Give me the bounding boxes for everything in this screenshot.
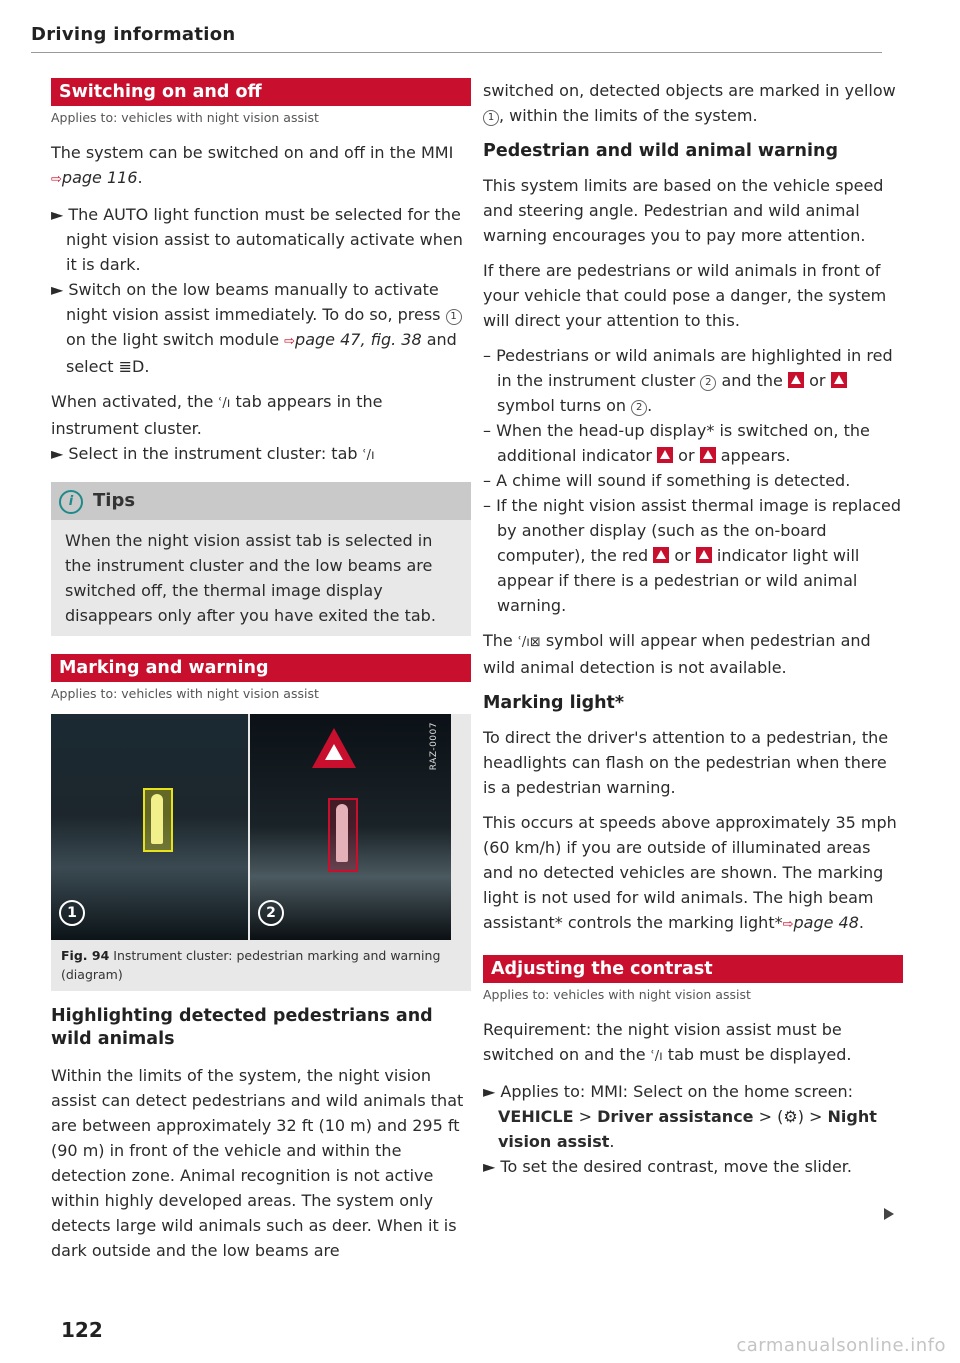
left-column <box>51 78 471 1263</box>
watermark: carmanualsonline.info <box>736 1335 946 1356</box>
pedestrian-icon <box>325 744 343 760</box>
animal-warning-icon <box>700 447 716 463</box>
section-heading-marking: Marking and warning <box>51 654 471 682</box>
night-vision-icon: ʿ/ı <box>218 396 231 411</box>
thermal-image-diagram <box>51 714 471 940</box>
paragraph: The system can be switched on and off in the MMI ⇨page 116. <box>51 143 454 187</box>
header-divider <box>31 52 882 53</box>
callout-number-icon: 2 <box>631 400 647 416</box>
pedestrian-marking-pane <box>51 714 248 940</box>
page-ref-arrow-icon: ⇨ <box>782 917 794 932</box>
callout-2: 2 <box>258 900 284 926</box>
tips-box <box>51 482 471 636</box>
right-column <box>483 78 903 1179</box>
step-triangle-icon: ► <box>51 205 69 224</box>
continue-arrow-icon <box>884 1208 894 1220</box>
figure-caption: Fig. 94 Instrument cluster: pedestrian marking and warning (diagram) <box>61 948 441 982</box>
applies-to-note: Applies to: vehicles with night vision assist <box>51 686 319 701</box>
instruction-step: ► Select in the instrument cluster: tab ʿ/ı <box>51 444 375 463</box>
pedestrian-warning-icon <box>653 547 669 563</box>
subheading: Marking light* <box>483 693 625 713</box>
pedestrian-warning-icon <box>788 372 804 388</box>
menu-path-vehicle: VEHICLE <box>498 1107 574 1126</box>
animal-warning-icon <box>696 547 712 563</box>
info-icon: i <box>59 490 83 514</box>
paragraph: The ʿ/ı⊠ symbol will appear when pedestrian and wild animal detection is not available. <box>483 631 871 677</box>
paragraph: To direct the driver's attention to a pedestrian, the headlights can flash on the pedestrian when there is a pedestrian warning. <box>483 728 889 797</box>
paragraph: Requirement: the night vision assist must be switched on and the ʿ/ı tab must be displayed. <box>483 1020 852 1064</box>
list-item: – If the night vision assist thermal image is replaced by another display (such as the on-board computer), the red or indicator light will appear if there is a pedestrian or wild animal warning. <box>483 496 901 615</box>
settings-gear-icon: (⚙) <box>777 1107 804 1126</box>
pedestrian-warning-pane <box>250 714 451 940</box>
callout-1: 1 <box>59 900 85 926</box>
tips-text: When the night vision assist tab is selected in the instrument cluster and the low beams are switched off, the thermal image display disappears only after you have exited the tab. <box>65 531 436 625</box>
subheading: Pedestrian and wild animal warning <box>483 141 838 161</box>
step-triangle-icon: ► <box>51 444 69 463</box>
step-triangle-icon: ► <box>483 1157 501 1176</box>
tips-header <box>51 482 471 520</box>
list-item: – A chime will sound if something is detected. <box>483 471 851 490</box>
night-vision-icon: ʿ/ı <box>362 448 375 463</box>
paragraph: This system limits are based on the vehicle speed and steering angle. Pedestrian and wild animal warning encourages you to pay more attention. <box>483 176 884 245</box>
callout-number-icon: 1 <box>446 309 462 325</box>
pedestrian-warning-icon <box>657 447 673 463</box>
pedestrian-figure <box>336 804 348 862</box>
night-vision-icon: ʿ/ı <box>650 1049 663 1064</box>
page-ref-arrow-icon: ⇨ <box>51 172 62 187</box>
menu-path-driver-assistance: Driver assistance <box>597 1107 754 1126</box>
step-triangle-icon: ► <box>51 280 69 299</box>
applies-to-note: Applies to: vehicles with night vision assist <box>483 987 751 1002</box>
step-triangle-icon: ► <box>483 1082 501 1101</box>
list-item: – When the head-up display* is switched on, the additional indicator or appears. <box>483 421 870 465</box>
page-number: 122 <box>61 1318 103 1342</box>
tips-title: Tips <box>93 490 136 511</box>
figure-94 <box>51 714 471 991</box>
figure-label: Fig. 94 <box>61 948 110 963</box>
paragraph: When activated, the ʿ/ı tab appears in the instrument cluster. <box>51 392 383 438</box>
applies-to-note: Applies to: vehicles with night vision assist <box>51 110 319 125</box>
menu-path-night-vision: Night vision assist <box>498 1107 877 1151</box>
section-heading-contrast: Adjusting the contrast <box>483 955 903 983</box>
list-item: – Pedestrians or wild animals are highlighted in red in the instrument cluster 2 and the or symbol turns on 2 . <box>483 346 893 415</box>
paragraph: Within the limits of the system, the night vision assist can detect pedestrians and wild animals that are between approximately 32 ft (10 m) and 295 ft (90 m) in front of the vehicle and within the detection zone. Animal recognition is not active within highly developed areas. The system only detects large wild animals such as deer. When it is dark outside and the low beams are <box>51 1066 464 1260</box>
callout-number-icon: 1 <box>483 110 499 126</box>
callout-number-icon: 2 <box>700 375 716 391</box>
paragraph: If there are pedestrians or wild animals in front of your vehicle that could pose a danger, the system will direct your attention to this. <box>483 261 887 330</box>
instruction-step: ► The AUTO light function must be selected for the night vision assist to automatically activate when it is dark. <box>51 205 463 274</box>
figure-code: RAZ-0007 <box>429 722 439 771</box>
section-heading-switching: Switching on and off <box>51 78 471 106</box>
paragraph: switched on, detected objects are marked in yellow 1 , within the limits of the system. <box>483 81 896 125</box>
animal-warning-icon <box>831 372 847 388</box>
page-link[interactable]: page 48 <box>793 913 859 932</box>
page-ref-arrow-icon: ⇨ <box>284 334 296 349</box>
detection-unavailable-icon: ʿ/ı⊠ <box>517 635 541 650</box>
page-link[interactable]: page 116 <box>61 168 138 187</box>
subheading: Highlighting detected pedestrians and wild animals <box>51 1006 433 1049</box>
pedestrian-figure <box>151 794 163 844</box>
chapter-title: Driving information <box>31 24 236 45</box>
page-link[interactable]: page 47, fig. 38 <box>295 330 422 349</box>
instruction-step: ► To set the desired contrast, move the slider. <box>483 1157 852 1176</box>
low-beam-icon: ≣D <box>118 357 145 376</box>
instruction-step: ► Applies to: MMI: Select on the home screen: VEHICLE > Driver assistance > (⚙) > Night vision assist. <box>483 1082 877 1151</box>
instruction-step: ► Switch on the low beams manually to activate night vision assist immediately. To do so, press 1 on the light switch module ⇨page 47, fig. 38 and select ≣D. <box>51 277 471 379</box>
paragraph: This occurs at speeds above approximately 35 mph (60 km/h) if you are outside of illuminated areas and no detected vehicles are shown. The marking light is not used for wild animals. The high beam assistant* controls the marking light*⇨page 48. <box>483 813 897 932</box>
